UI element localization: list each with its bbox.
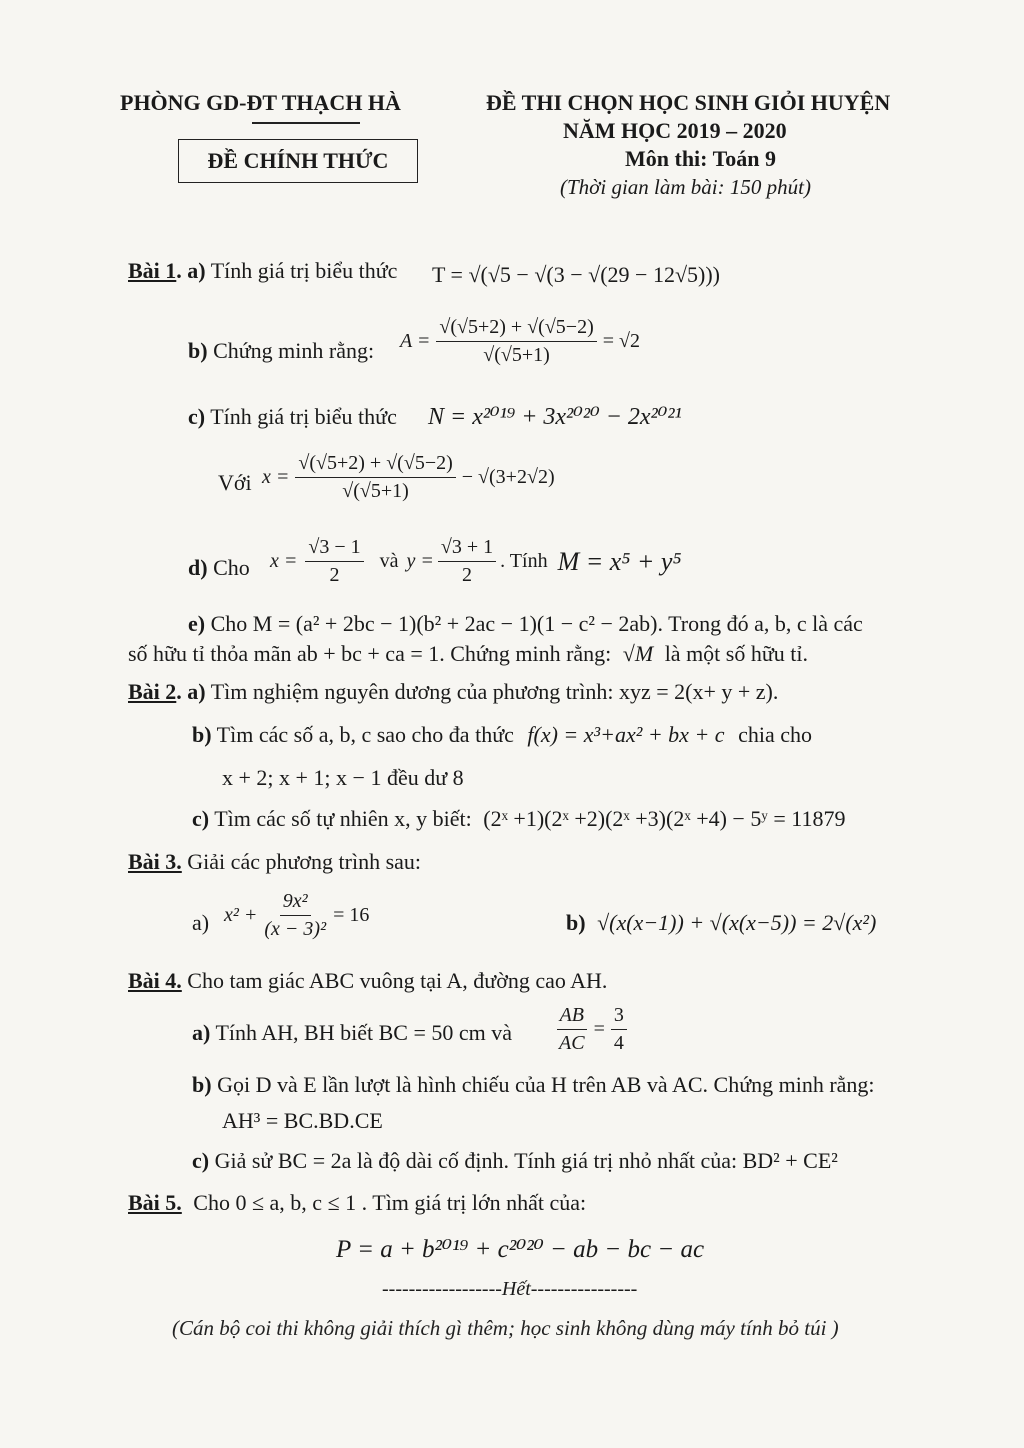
bai3-a-formula <box>224 890 369 941</box>
bai1-b-fraction <box>436 316 596 367</box>
bai1-c-with: Với <box>218 470 252 495</box>
bai1-e-text2b: là một số hữu tỉ. <box>664 641 808 666</box>
bai2-b-label: b) <box>192 722 212 747</box>
bai1-d-expr: M = x⁵ + y⁵ <box>557 546 682 576</box>
bai1-e-sqrtM: √M <box>622 641 654 666</box>
bai4-a-text: Tính AH, BH biết BC = 50 cm và <box>215 1020 512 1045</box>
school-year: NĂM HỌC 2019 – 2020 <box>563 118 787 143</box>
bai1-a-label: a) <box>187 258 206 283</box>
bai3-a-numerator: 9x² <box>280 890 311 916</box>
bai3-b-expr: √(x(x−1)) + √(x(x−5)) = 2√(x²) <box>597 910 877 935</box>
bai1-d-x-fraction <box>305 536 363 587</box>
bai1-c-x: x = <box>262 466 290 488</box>
bai3-text: Giải các phương trình sau: <box>187 849 422 874</box>
department-name: PHÒNG GD-ĐT THẠCH HÀ <box>120 90 401 115</box>
bai2-c-expr: (2ˣ +1)(2ˣ +2)(2ˣ +3)(2ˣ +4) − 5ʸ = 11879 <box>483 806 846 831</box>
exam-duration: (Thời gian làm bài: 150 phút) <box>560 175 811 199</box>
bai2-a: Bài 2. a) Tìm nghiệm nguyên dương của phương trình: xyz = 2(x+ y + z). <box>128 679 779 704</box>
bai1-d-label: d) <box>188 555 208 580</box>
bai1-b-rhs: = √2 <box>602 330 641 352</box>
bai1-d-x: x = <box>270 550 298 572</box>
bai1-b-text: Chứng minh rằng: <box>213 338 375 363</box>
bai3-a-denominator: (x − 3)² <box>264 918 327 940</box>
bai1-e-text1: Cho M = (a² + 2bc − 1)(b² + 2ac − 1)(1 − c² − 2ab). Trong đó a, b, c là các <box>210 611 863 636</box>
bai1-d-x-numerator: √3 − 1 <box>305 536 363 562</box>
bai1-c-formula <box>262 452 555 503</box>
footer-note: (Cán bộ coi thi không giải thích gì thêm; học sinh không dùng máy tính bỏ túi ) <box>172 1316 839 1340</box>
bai1-c-fraction <box>295 452 455 503</box>
bai1-c <box>188 404 397 430</box>
bai4-a-num2: 3 <box>611 1004 627 1030</box>
bai5-text: Cho 0 ≤ a, b, c ≤ 1 . Tìm giá trị lớn nhất của: <box>193 1190 587 1215</box>
bai2-b-line2: x + 2; x + 1; x − 1 đều dư 8 <box>222 765 464 790</box>
bai2-c <box>192 806 845 832</box>
exam-subject: Môn thi: Toán 9 <box>625 146 776 171</box>
bai3-a-rhs: = 16 <box>333 904 370 926</box>
bai2-c-label: c) <box>192 806 210 831</box>
bai4-c-text: Giả sử BC = 2a là độ dài cố định. Tính giá trị nhỏ nhất của: BD² + CE² <box>214 1148 838 1173</box>
bai2-b-text: Tìm các số a, b, c sao cho đa thức <box>216 722 514 747</box>
bai1-c-numerator: √(√5+2) + √(√5−2) <box>295 452 455 478</box>
bai3-header <box>128 849 421 875</box>
bai1-label: Bài 1 <box>128 258 177 283</box>
bai1-b-label: b) <box>188 338 208 363</box>
bai4-c <box>192 1148 838 1174</box>
bai1-e-text2a: số hữu tỉ thỏa mãn ab + bc + ca = 1. Chứng minh rằng: <box>128 641 612 666</box>
bai5-header <box>128 1190 586 1216</box>
bai4-a <box>192 1020 512 1046</box>
bai1-c-denominator: √(√5+1) <box>342 480 409 502</box>
bai4-text: Cho tam giác ABC vuông tại A, đường cao AH. <box>187 968 608 993</box>
bai1-b-denominator: √(√5+1) <box>483 344 550 366</box>
bai4-b-line2: AH³ = BC.BD.CE <box>222 1108 383 1133</box>
bai1-a-expr: T = √(√5 − √(3 − √(29 − 12√5))) <box>432 262 720 287</box>
bai3-a-lhs: x² + <box>224 904 258 926</box>
bai3-label: Bài 3. <box>128 849 182 874</box>
bai1-e-line1 <box>188 611 863 637</box>
bai1-b-lhs: A = <box>400 330 431 352</box>
bai4-a-ratio <box>556 1004 627 1055</box>
bai3-b-label: b) <box>566 910 586 935</box>
bai1-b-numerator: √(√5+2) + √(√5−2) <box>436 316 596 342</box>
bai2-b-expr: f(x) = x³+ax² + bx + c <box>527 722 725 747</box>
end-marker: ------------------Hết---------------- <box>382 1278 638 1300</box>
department-underline <box>252 122 360 124</box>
bai4-a-fraction1 <box>556 1004 588 1055</box>
bai5-label: Bài 5. <box>128 1190 182 1215</box>
bai2-b <box>192 722 812 748</box>
bai1-d-y-numerator: √3 + 1 <box>438 536 496 562</box>
bai1-d-formula <box>270 536 682 587</box>
bai1-b-formula <box>400 316 640 367</box>
bai2-a-label: a) <box>187 679 206 704</box>
bai4-a-eq: = <box>593 1018 605 1040</box>
bai4-header <box>128 968 607 994</box>
bai2-a-text: Tìm nghiệm nguyên dương của phương trình: xyz = 2(x+ y + z). <box>210 679 779 704</box>
bai1-e-label: e) <box>188 611 206 636</box>
bai1-c-label: c) <box>188 404 206 429</box>
bai1-a-text: Tính giá trị biểu thức <box>210 258 398 283</box>
bai4-a-label: a) <box>192 1020 211 1045</box>
bai4-b <box>192 1072 875 1098</box>
bai2-label: Bài 2 <box>128 679 177 704</box>
bai4-a-num1: AB <box>557 1004 587 1030</box>
bai1-d-and: và <box>379 550 399 572</box>
bai1-c-expr: N = x²⁰¹⁹ + 3x²⁰²⁰ − 2x²⁰²¹ <box>428 404 682 430</box>
bai1-d-y: y = <box>406 550 434 572</box>
bai3-b <box>566 910 876 936</box>
bai1-d-text: Cho <box>213 555 250 580</box>
bai5-expr: P = a + b²⁰¹⁹ + c²⁰²⁰ − ab − bc − ac <box>336 1236 705 1263</box>
bai1-d-y-denominator: 2 <box>462 564 473 586</box>
bai1-d-calc: . Tính <box>500 550 548 572</box>
bai3-a-label: a) <box>192 910 210 935</box>
bai4-c-label: c) <box>192 1148 210 1173</box>
bai4-b-text: Gọi D và E lần lượt là hình chiếu của H trên AB và AC. Chứng minh rằng: <box>217 1072 875 1097</box>
bai1-d <box>188 555 250 581</box>
exam-title: ĐỀ THI CHỌN HỌC SINH GIỎI HUYỆN <box>486 90 891 115</box>
bai4-a-fraction2 <box>611 1004 627 1055</box>
bai1-e-line2 <box>128 641 808 667</box>
bai1-d-y-fraction <box>438 536 496 587</box>
bai4-b-label: b) <box>192 1072 212 1097</box>
bai1-b <box>188 338 374 364</box>
bai1-d-x-denominator: 2 <box>329 564 340 586</box>
bai1-c-tail: − √(3+2√2) <box>461 466 555 488</box>
bai4-label: Bài 4. <box>128 968 182 993</box>
bai4-a-den2: 4 <box>613 1032 624 1054</box>
bai1-c-text: Tính giá trị biểu thức <box>210 404 397 429</box>
official-badge: ĐỀ CHÍNH THỨC <box>178 139 418 183</box>
bai4-a-den1: AC <box>559 1032 585 1054</box>
bai1-a: Bài 1. a) Tính giá trị biểu thức <box>128 258 398 283</box>
bai2-c-text: Tìm các số tự nhiên x, y biết: <box>214 806 472 831</box>
bai2-b-tail: chia cho <box>738 722 812 747</box>
bai3-a-fraction <box>261 890 329 941</box>
